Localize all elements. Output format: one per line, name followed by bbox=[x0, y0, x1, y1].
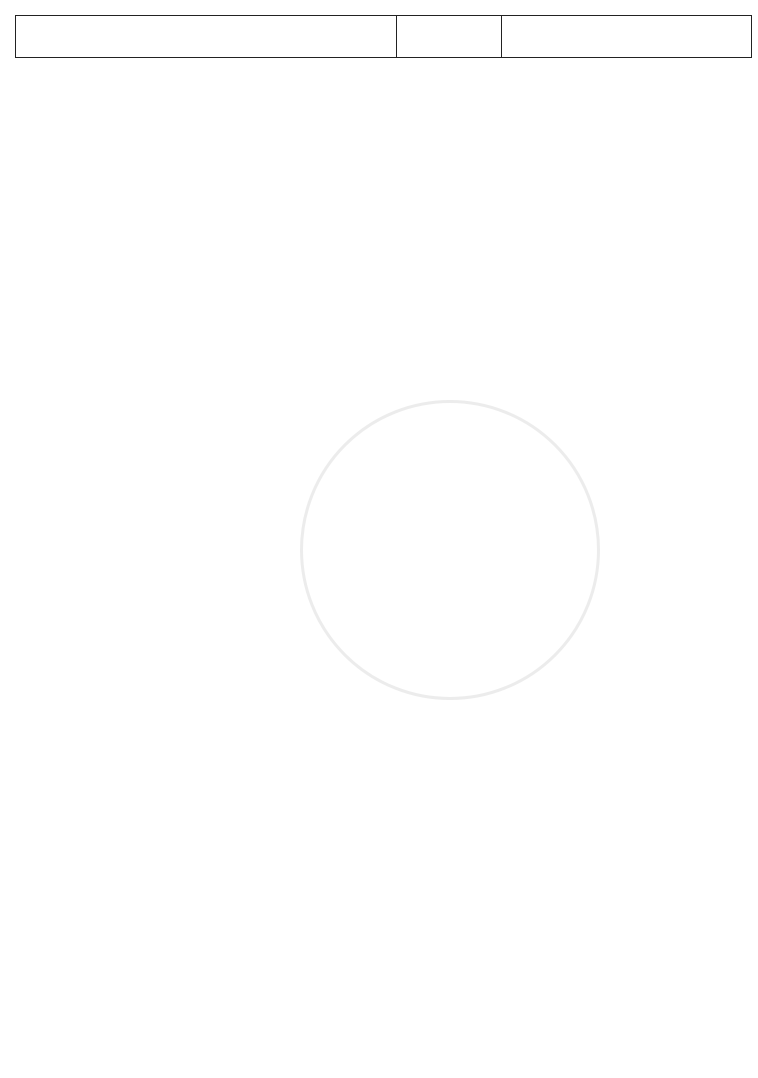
logo-box bbox=[396, 16, 503, 58]
watermark-seal bbox=[300, 400, 600, 700]
page-title bbox=[501, 16, 751, 58]
preview-watermark bbox=[154, 377, 646, 464]
page-header bbox=[15, 15, 752, 58]
alphabet-index bbox=[16, 16, 396, 58]
